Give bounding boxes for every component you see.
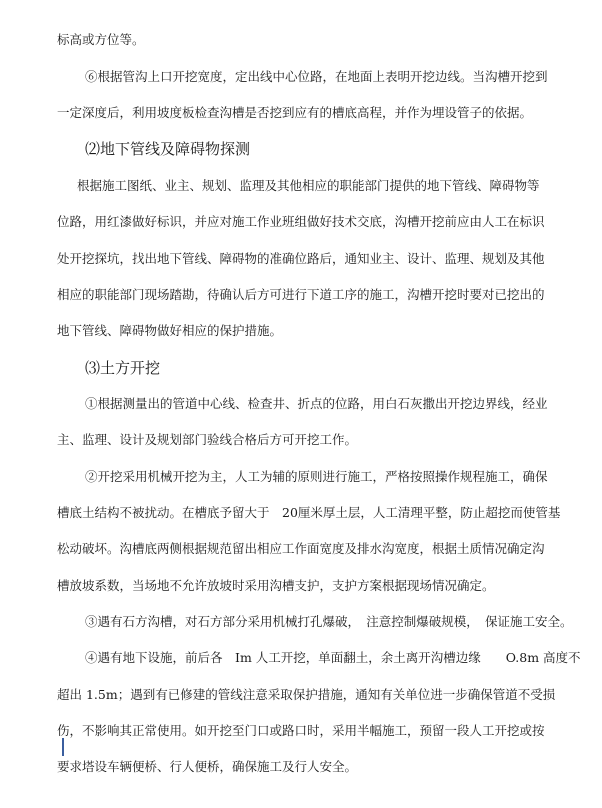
text-line-8: 相应的职能部门现场踏勘，待确认后方可进行下道工序的施工，沟槽开挖时要对已挖出的 — [57, 287, 545, 302]
text-line-17: ③遇有石方沟槽，对石方部分采用机械打孔爆破， 注意控制爆破规模， 保证施工安全。 — [85, 614, 573, 629]
text-line-3: 一定深度后，利用坡度板检查沟槽是否挖到应有的槽底高程，并作为埋设管子的依据。 — [57, 105, 533, 120]
text-line-9: 地下管线、障碍物做好相应的保护措施。 — [57, 323, 283, 338]
text-line-21: 要求塔设车辆便桥、行人便桥，确保施工及行人安全。 — [57, 759, 358, 774]
section-heading-2: ⑵地下管线及障碍物探测 — [85, 140, 251, 158]
text-line-6: 位路，用红漆做好标识，并应对施工作业班组做好技术交底，沟槽开挖前应由人工在标识 — [57, 214, 545, 229]
text-line-18: ④遇有地下设施，前后各 Im 人工开挖，单面翻土，余土离开沟槽边缘 O.8m 高度不 — [85, 650, 581, 665]
text-line-19: 超出 1.5m；遇到有已修建的管线注意采取保护措施，通知有关单位进一步确保管道不受损 — [57, 687, 556, 702]
text-line-15: 松动破坏。沟槽底两侧根据规范留出相应工作面宽度及排水沟宽度，根据土质情况确定沟 — [57, 541, 545, 556]
text-line-1: 标高或方位等。 — [57, 32, 145, 47]
section-heading-3: ⑶土方开挖 — [85, 359, 161, 377]
text-line-20: 伤，不影响其正常使用。如开挖至门口或路口时，采用半幅施工，预留一段人工开挖或按 — [57, 723, 545, 738]
text-cursor-mark — [62, 738, 64, 756]
text-line-13: ②开挖采用机械开挖为主，人工为辅的原则进行施工，严格按照操作规程施工，确保 — [85, 469, 548, 484]
text-line-11: ①根据测量出的管道中心线、检查井、折点的位路，用白石灰撒出开挖边界线，经业 — [85, 396, 548, 411]
text-line-2: ⑥根据管沟上口开挖宽度，定出线中心位路，在地面上表明开挖边线。当沟槽开挖到 — [85, 69, 548, 84]
text-line-14: 槽底土结构不被扰动。在槽底予留大于 20厘米厚土层，人工清理平整，防止超挖而使管基 — [57, 505, 561, 520]
text-line-16: 槽放坡系数，当场地不允许放坡时采用沟槽支护，支护方案根据现场情况确定。 — [57, 578, 495, 593]
text-line-7: 处开挖探坑，找出地下管线、障碍物的准确位路后，通知业主、设计、监理、规划及其他 — [57, 251, 545, 266]
text-line-12: 主、监理、设计及规划部门验线合格后方可开挖工作。 — [57, 432, 358, 447]
text-line-5: 根据施工图纸、业主、规划、监理及其他相应的职能部门提供的地下管线、障碍物等 — [77, 178, 540, 193]
